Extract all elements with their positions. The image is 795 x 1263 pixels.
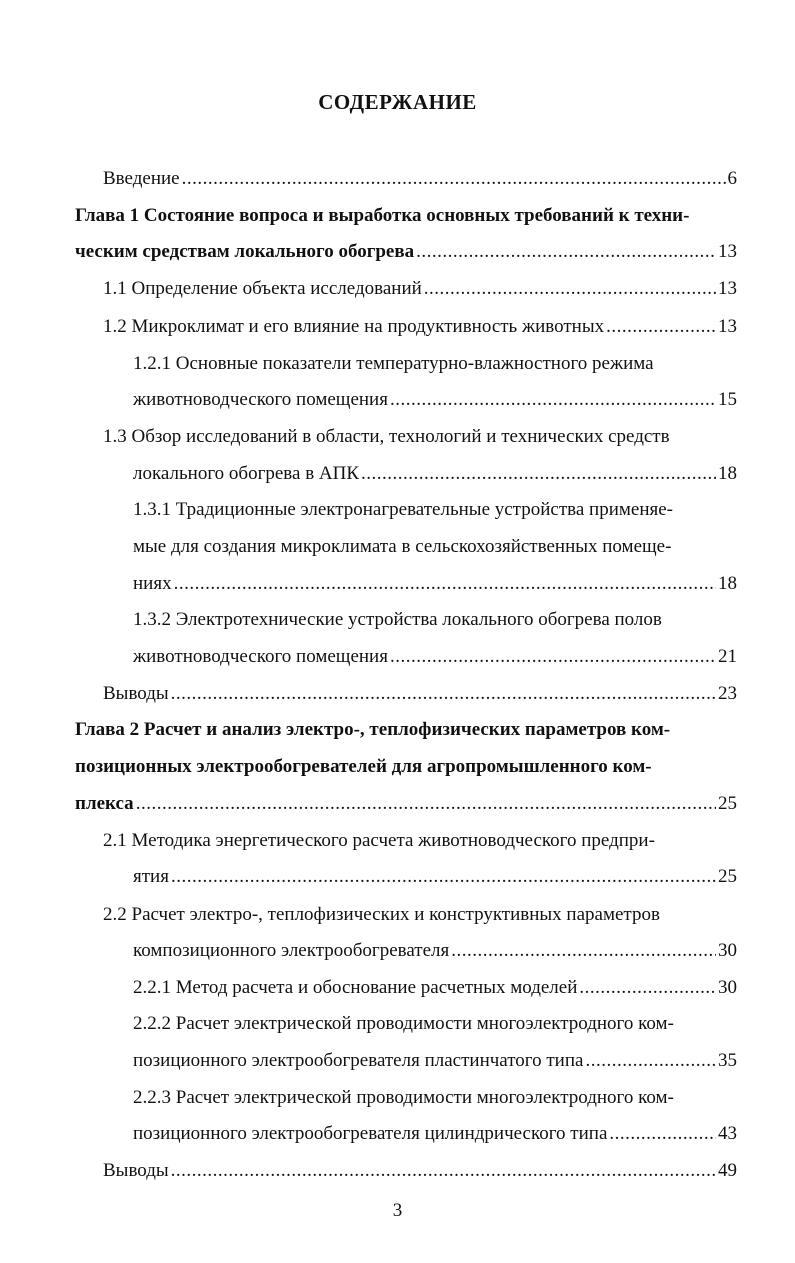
toc-page-number: 35 [718, 1050, 737, 1071]
toc-page-number: 25 [718, 793, 737, 814]
toc-entry-text: Выводы [103, 1160, 169, 1181]
toc-chapter-2[interactable] [75, 785, 737, 822]
toc-page-number: 30 [718, 977, 737, 998]
toc-section-1-2[interactable] [103, 308, 737, 345]
dot-leader [424, 270, 716, 307]
toc-entry-text: 1.1 Определение объекта исследований [103, 278, 422, 299]
toc-entry-introduction[interactable] [103, 160, 737, 197]
toc-section-2-1-line-1[interactable]: 2.1 Методика энергетического расчета животноводческого предпри- [103, 830, 655, 851]
toc-entry-text: ятия [133, 866, 169, 887]
toc-page-number: 25 [718, 866, 737, 887]
toc-page-number: 21 [718, 646, 737, 667]
toc-page-number: 30 [718, 940, 737, 961]
dot-leader [136, 785, 716, 822]
toc-section-1-2-1-line-1[interactable]: 1.2.1 Основные показатели температурно-влажностного режима [133, 353, 654, 374]
toc-section-2-2-2-line-1[interactable]: 2.2.2 Расчет электрической проводимости многоэлектродного ком- [133, 1013, 674, 1034]
toc-entry-text: ческим средствам локального обогрева [75, 241, 415, 262]
toc-page-number: 13 [718, 241, 737, 262]
toc-entry-text: позиционного электрообогревателя цилиндрического типа [133, 1123, 608, 1144]
toc-section-1-3-2-line-1[interactable]: 1.3.2 Электротехнические устройства локального обогрева полов [133, 609, 662, 630]
toc-conclusions-1[interactable] [103, 675, 737, 712]
toc-section-2-2-3[interactable] [133, 1115, 737, 1152]
dot-leader [390, 638, 716, 675]
dot-leader [390, 381, 716, 418]
toc-section-1-3-2[interactable] [133, 638, 737, 675]
toc-entry-text: композиционного электрообогревателя [133, 940, 450, 961]
toc-chapter-1[interactable] [75, 233, 737, 270]
toc-chapter-2-line-2[interactable]: позиционных электрообогревателей для агропромышленного ком- [75, 756, 652, 777]
toc-entry-text: 2.2.1 Метод расчета и обоснование расчетных моделей [133, 977, 578, 998]
toc-section-1-3-1[interactable] [133, 565, 737, 602]
dot-leader [609, 1115, 716, 1152]
dot-leader [606, 308, 716, 345]
page-title: СОДЕРЖАНИЕ [318, 90, 477, 114]
toc-page-number: 13 [718, 316, 737, 337]
dot-leader [171, 858, 716, 895]
toc-page-number: 49 [718, 1160, 737, 1181]
dot-leader [416, 233, 716, 270]
toc-section-1-3-1-line-1[interactable]: 1.3.1 Традиционные электронагревательные устройства применяе- [133, 499, 673, 520]
toc-entry-text: плекса [75, 793, 134, 814]
toc-section-2-2-line-1[interactable]: 2.2 Расчет электро-, теплофизических и конструктивных параметров [103, 904, 660, 925]
toc-section-1-3[interactable] [133, 455, 737, 492]
toc-entry-text: локального обогрева в АПК [133, 463, 360, 484]
toc-page-number: 43 [718, 1123, 737, 1144]
toc-page-number: 6 [727, 168, 737, 189]
dot-leader [182, 160, 726, 197]
toc-entry-text: ниях [133, 573, 172, 594]
toc-entry-text: Выводы [103, 683, 169, 704]
toc-conclusions-2[interactable] [103, 1152, 737, 1189]
toc-chapter-2-line-1[interactable]: Глава 2 Расчет и анализ электро-, теплофизических параметров ком- [75, 719, 671, 740]
toc-page-number: 15 [718, 389, 737, 410]
toc-entry-text: Введение [103, 168, 180, 189]
toc-page-number: 13 [718, 278, 737, 299]
toc-section-1-2-1[interactable] [133, 381, 737, 418]
dot-leader [585, 1042, 716, 1079]
toc-section-1-3-1-line-2[interactable]: мые для создания микроклимата в сельскохозяйственных помеще- [133, 536, 672, 557]
toc-page-number: 18 [718, 463, 737, 484]
toc-section-2-1[interactable] [133, 858, 737, 895]
toc-page-number: 18 [718, 573, 737, 594]
page-number: 3 [392, 1200, 403, 1221]
dot-leader [174, 565, 716, 602]
dot-leader [361, 455, 716, 492]
toc-entry-text: 1.2 Микроклимат и его влияние на продуктивность животных [103, 316, 605, 337]
dot-leader [579, 969, 716, 1006]
toc-chapter-1-line-1[interactable]: Глава 1 Состояние вопроса и выработка основных требований к техни- [75, 205, 690, 226]
toc-page-number: 23 [718, 683, 737, 704]
toc-section-1-3-line-1[interactable]: 1.3 Обзор исследований в области, технологий и технических средств [103, 426, 670, 447]
toc-entry-text: позиционного электрообогревателя пластинчатого типа [133, 1050, 584, 1071]
dot-leader [171, 675, 716, 712]
toc-entry-text: животноводческого помещения [133, 646, 388, 667]
toc-section-2-2-1[interactable] [133, 969, 737, 1006]
toc-section-1-1[interactable] [103, 270, 737, 307]
toc-section-2-2-3-line-1[interactable]: 2.2.3 Расчет электрической проводимости многоэлектродного ком- [133, 1087, 674, 1108]
toc-entry-text: животноводческого помещения [133, 389, 388, 410]
toc-section-2-2-2[interactable] [133, 1042, 737, 1079]
dot-leader [171, 1152, 716, 1189]
dot-leader [451, 932, 716, 969]
toc-section-2-2[interactable] [133, 932, 737, 969]
